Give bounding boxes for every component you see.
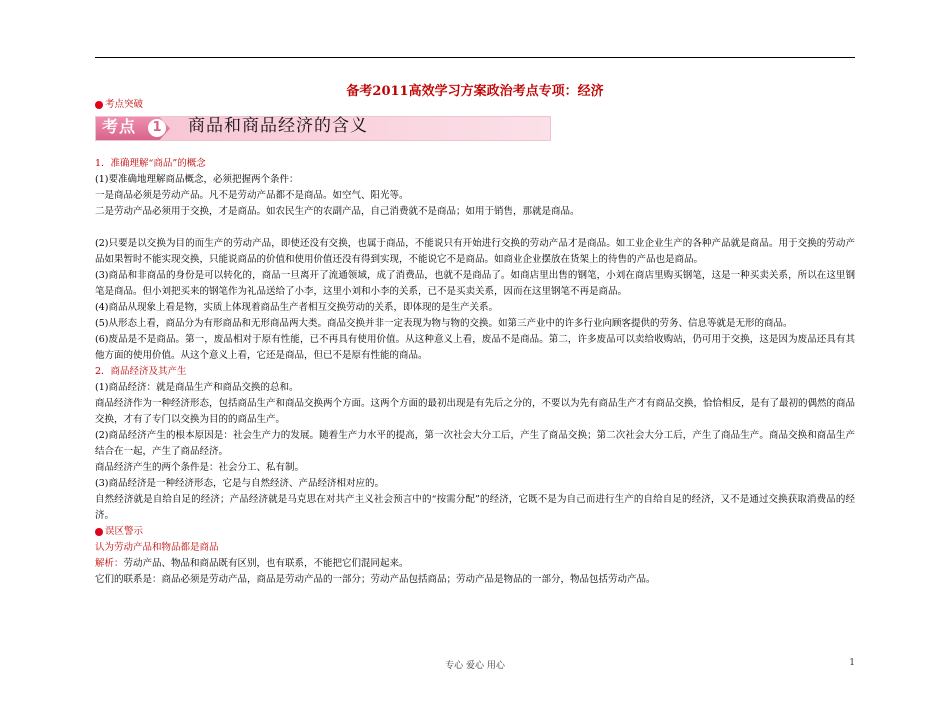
topic1-heading: 1．准确理解“商品”的概念 — [95, 158, 206, 169]
banner-word: 考点 — [102, 117, 137, 136]
bullet-icon — [95, 528, 103, 536]
topic1-paragraph: 二是劳动产品必须用于交换，才是商品。如农民生产的农副产品，自己消费就不是商品；如用于销售，那就是商品。 — [95, 206, 580, 217]
banner-number-badge: 1 — [148, 119, 166, 137]
topic1-paragraph: (4)商品从现象上看是物，实质上体现着商品生产者相互交换劳动的关系，即体现的是生产关系。 — [95, 302, 498, 313]
topic1-paragraph: (3)商品和非商品的身份是可以转化的，商品一旦离开了流通领域，成了消费品，也就不是商品了。如商店里出售的钢笔，小刘在商店里购买钢笔，这是一种买卖关系，所以在这里钢笔是商品。但小刘把买来的钢笔作为礼品送给了小李，这里小刘和小李的关系，已不是买卖关系，因而在这里钢笔不再是商品。 — [95, 270, 855, 297]
misconception-heading: 认为劳动产品和物品都是商品 — [95, 542, 219, 553]
footer-motto: 专心 爱心 用心 — [445, 661, 505, 671]
banner-title: 商品和商品经济的含义 — [188, 116, 368, 136]
topic2-paragraph: (1)商品经济：就是商品生产和商品交换的总和。 — [95, 382, 299, 393]
topic1-paragraph: (6)废品是不是商品。第一，废品相对于原有性能，已不再具有使用价值。从这种意义上看，废品不是商品。第二，许多废品可以卖给收购站，仍可用于交换，这是因为废品还具有其他方面的使用价值。从这个意义上看，它还是商品，但已不是原有性能的商品。 — [95, 334, 855, 361]
header-rule — [95, 57, 855, 58]
topic1-paragraph: (5)从形态上看，商品分为有形商品和无形商品两大类。商品交换并非一定表现为物与物的交换。如第三产业中的许多行业向顾客提供的劳务、信息等就是无形的商品。 — [95, 318, 793, 329]
bullet-icon — [95, 101, 103, 109]
topic2-paragraph: 商品经济产生的两个条件是：社会分工、私有制。 — [95, 462, 305, 473]
analysis-label: 解析： — [95, 558, 124, 569]
topic2-paragraph: 商品经济作为一种经济形态，包括商品生产和商品交换两个方面。这两个方面的最初出现是有先后之分的，不要以为先有商品生产才有商品交换，恰恰相反，是有了最初的偶然的商品交换，才有了专门以交换为目的的商品生产。 — [95, 398, 856, 425]
section-label-breakthrough: 考点突破 — [95, 97, 855, 113]
topic2-paragraph: 自然经济就是自给自足的经济；产品经济就是马克思在对共产主义社会预言中的“按需分配”的经济，它既不是为自己而进行生产的自给自足的经济，又不是通过交换获取消费品的经济。 — [95, 494, 855, 521]
topic2-heading: 2．商品经济及其产生 — [95, 366, 187, 377]
topic2-paragraph: (2)商品经济产生的根本原因是：社会生产力的发展。随着生产力水平的提高，第一次社会大分工后，产生了商品交换；第二次社会大分工后，产生了商品生产。商品交换和商品生产结合在一起，产生了商品经济。 — [95, 430, 855, 457]
topic1-paragraph: 一是商品必须是劳动产品。凡不是劳动产品都不是商品。如空气、阳光等。 — [95, 190, 409, 201]
document-title: 备考2011高效学习方案政治考点专项：经济 — [346, 84, 604, 99]
topic1-paragraph: (2)只要是以交换为目的而生产的劳动产品，即使还没有交换，也属于商品，不能说只有开始进行交换的劳动产品才是商品。如工业企业生产的各种产品就是商品。用于交换的劳动产品如果暂时不能实现交换，只能说商品的价值和使用价值还没有得到实现，不能说它不是商品。如商业企业摆放在货架上的待售的产品也是商品。 — [95, 238, 855, 265]
analysis-paragraph — [95, 556, 855, 572]
topic1-paragraph: (1)要准确地理解商品概念，必须把握两个条件： — [95, 174, 299, 185]
topic-banner — [95, 116, 551, 141]
topic2-paragraph: (3)商品经济是一种经济形态，它是与自然经济、产品经济相对应的。 — [95, 478, 384, 489]
analysis-paragraph: 它们的联系是：商品必须是劳动产品，商品是劳动产品的一部分；劳动产品包括商品；劳动产品是物品的一部分，物品包括劳动产品。 — [95, 574, 656, 585]
analysis-text: 劳动产品、物品和商品既有区别，也有联系，不能把它们混同起来。 — [123, 558, 409, 569]
section-label-misconception: 误区警示 — [95, 524, 855, 540]
paragraph-gap — [95, 220, 855, 236]
page-number: 1 — [849, 658, 855, 668]
document-body — [95, 97, 855, 588]
